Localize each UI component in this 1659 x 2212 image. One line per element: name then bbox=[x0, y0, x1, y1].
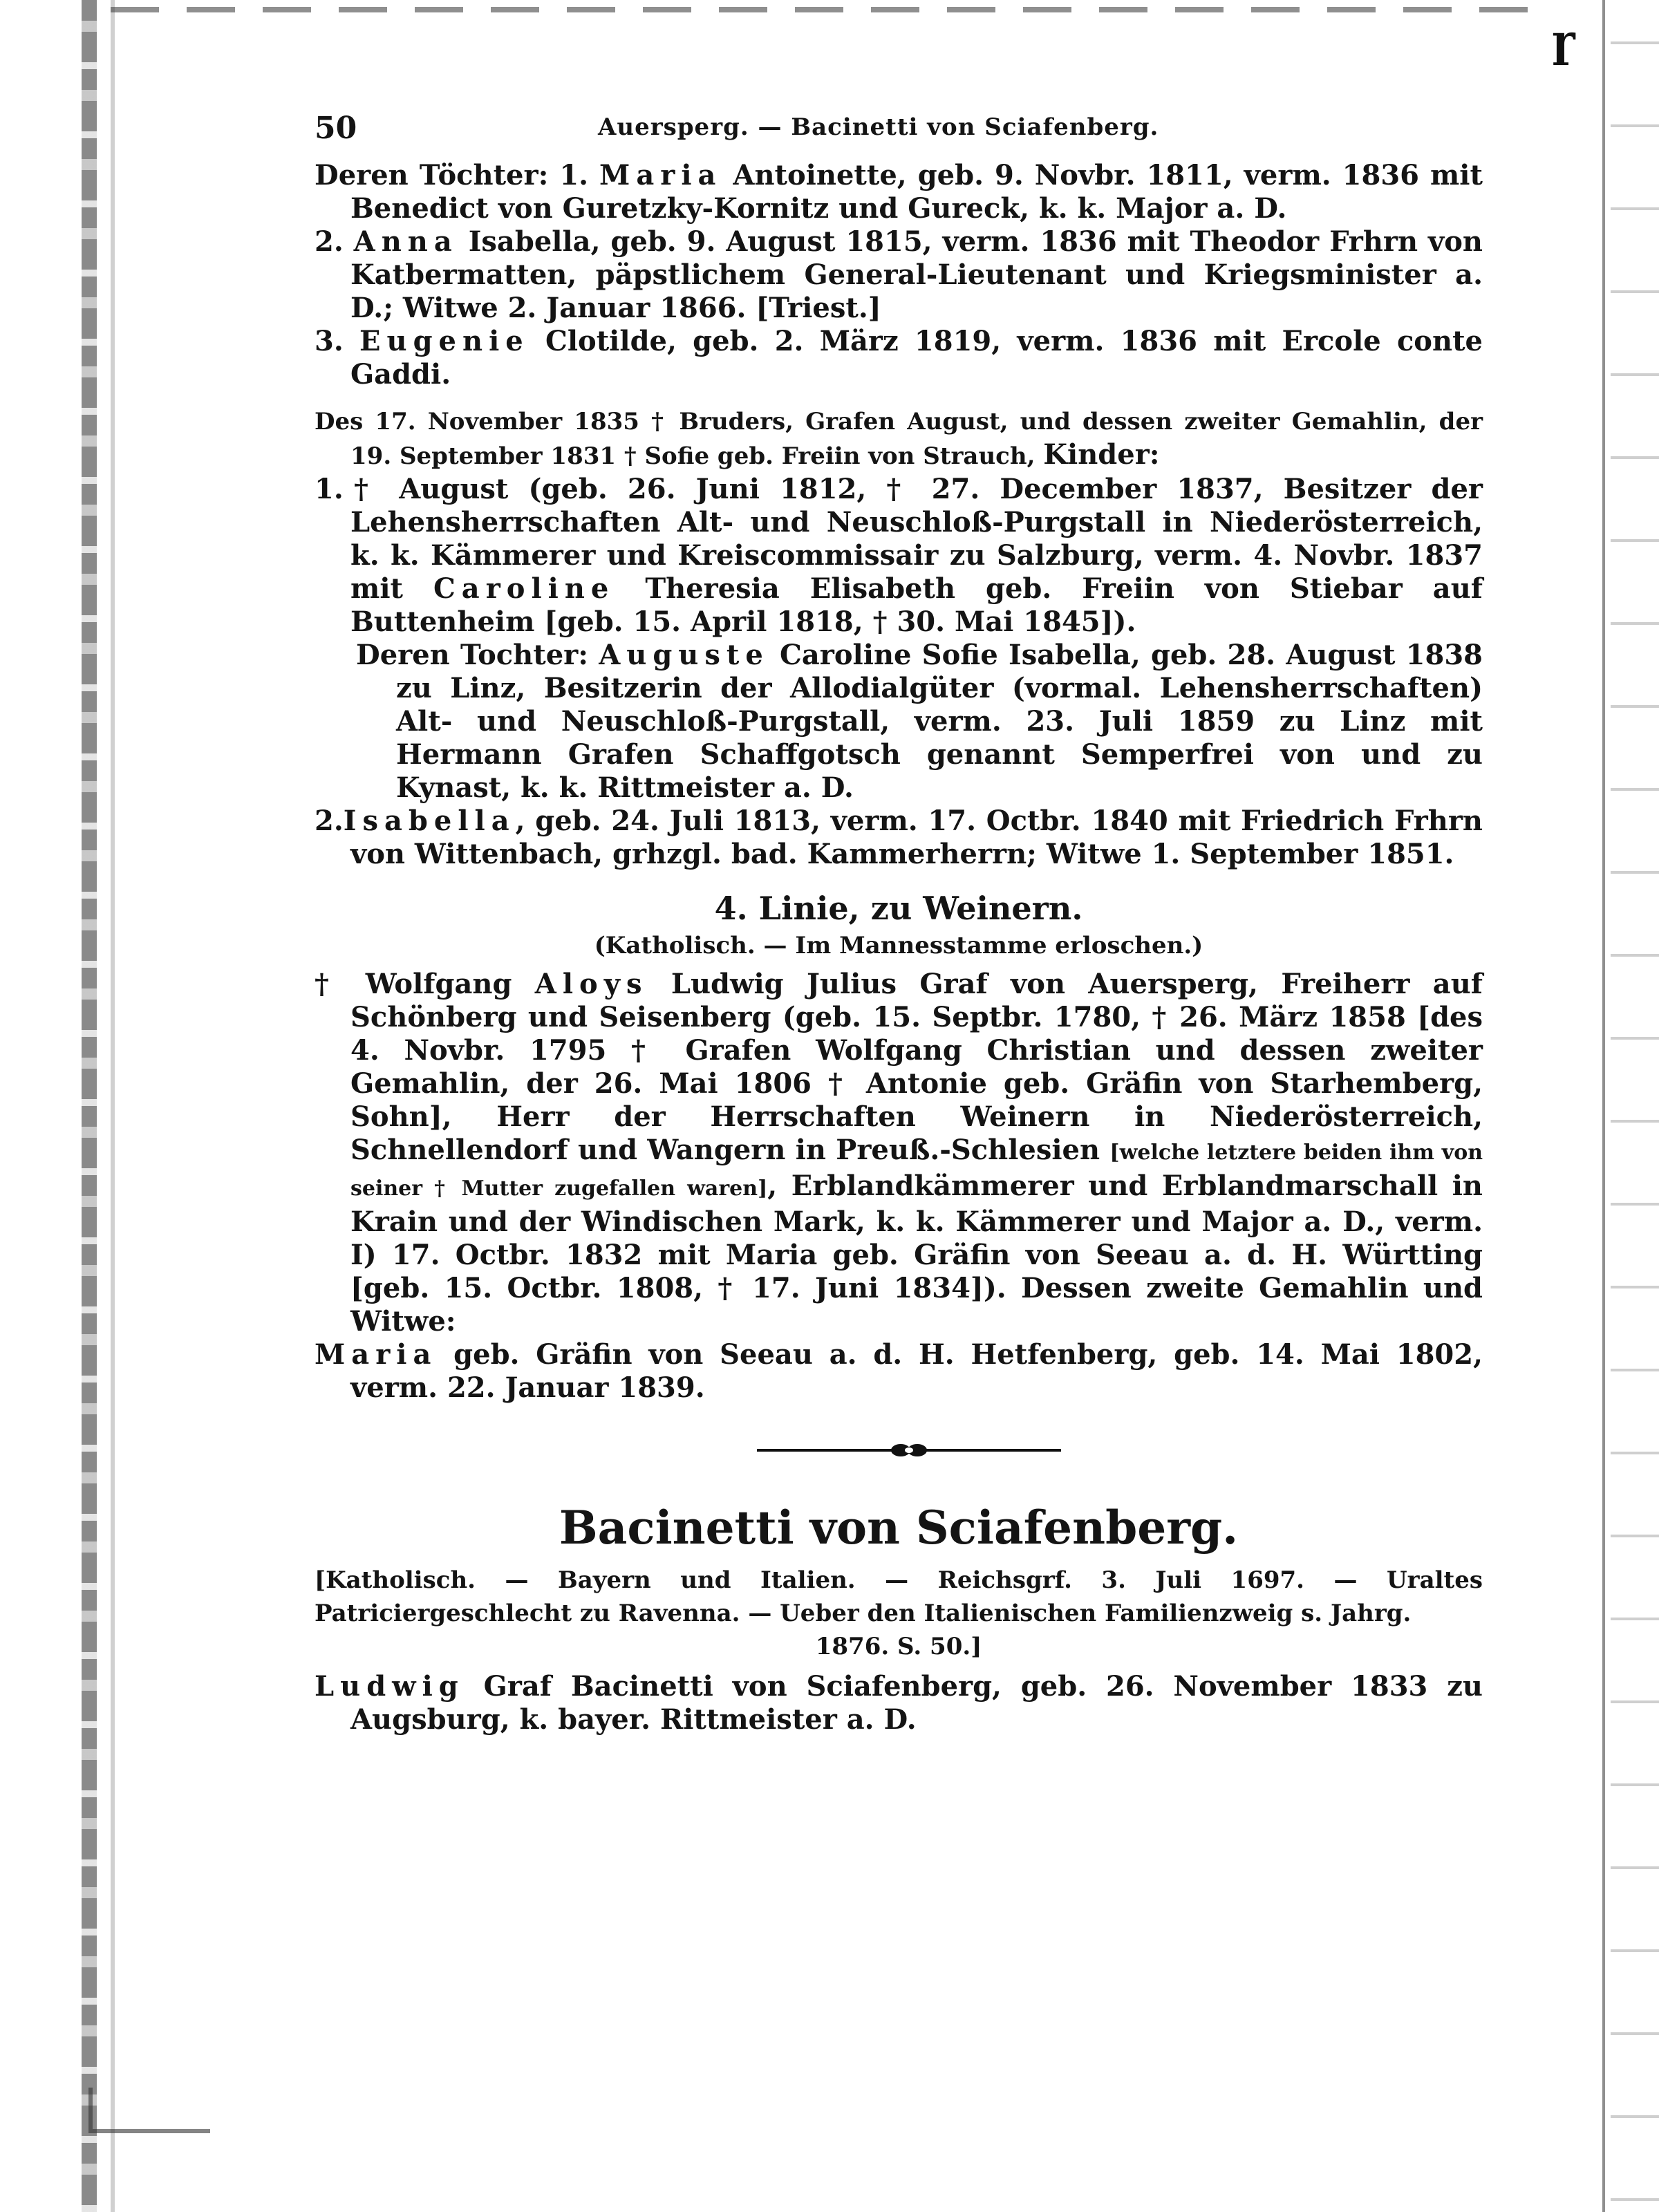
wolfgang-text2: , Erblandkämmerer und Erblandmarschall in Krain und der Windischen Mark, k. k. Kämmerer und Major a. D., verm. I) 17. Octbr. 1832 mit Maria geb. Gräfin von Seeau a. d. H. Württing [geb. 15. Octbr. 1808, † 17. Juni 1834]). bbox=[350, 1170, 1483, 1304]
wolfgang-first-name: Wolfgang bbox=[365, 968, 512, 1000]
scan-adjacent-page-strip bbox=[1611, 0, 1659, 2212]
page-number: 50 bbox=[315, 111, 357, 146]
running-header bbox=[315, 111, 1483, 159]
child-1-text2: Theresia Elisabeth geb. Freiin von Stiebar auf Buttenheim [geb. 15. April 1818, † 30. Mai 1845]). bbox=[350, 572, 1483, 638]
page-content bbox=[315, 111, 1483, 1736]
child-2-name: Isabella bbox=[343, 805, 516, 837]
section-4-subheading: (Katholisch. — Im Mannesstamme erloschen.) bbox=[594, 932, 1203, 959]
daughter-3-number: 3. bbox=[315, 325, 344, 357]
divider-ornament-icon bbox=[890, 1441, 928, 1460]
child-1-text: August (geb. 26. Juni 1812, † 27. December 1837, Besitzer der Lehensherrschaften Alt- und Neuschloß-Purgstall in Niederösterreich, k. k. Kämmerer und Kreiscommissair zu Salzburg, verm. 4. Novbr. 1837 mit bbox=[350, 473, 1483, 605]
wolfgang-spaced-name: Aloys bbox=[534, 968, 648, 1000]
scan-corner-mark: ɼ bbox=[1552, 15, 1575, 67]
ludwig-name: Ludwig bbox=[315, 1670, 465, 1703]
child-entry-2 bbox=[315, 805, 1483, 871]
brother-intro bbox=[315, 405, 1483, 473]
scan-top-edge-artifact bbox=[111, 7, 1535, 12]
wolfgang-entry bbox=[315, 968, 1483, 1338]
section-divider bbox=[315, 1405, 1483, 1488]
widow-name: Maria bbox=[315, 1338, 438, 1371]
brother-intro-text: Des 17. November 1835 † Bruders, Grafen August, und dessen zweiter Gemahlin, der 19. September 1831 † Sofie geb. Freiin von Strauch, bbox=[315, 408, 1483, 470]
child-1-daughter-heading: Deren Tochter: bbox=[356, 639, 589, 671]
wolfgang-text: Ludwig Julius Graf von Auersperg, Freiherr auf Schönberg und Seisenberg (geb. 15. Septbr. 1780, † 26. März 1858 [des 4. Novbr. 1795 † Grafen Wolfgang Christian und dessen zweiter Gemahlin, der 26. Mai 1806 † Antonie geb. Gräfin von Starhemberg, Sohn], Herr der Herrschaften Weinern in Niederösterreich, Schnellendorf und Wangern in Preuß.-Schlesien bbox=[350, 968, 1483, 1166]
scan-corner-bracket bbox=[88, 2088, 210, 2133]
daughter-1-number: 1. bbox=[559, 159, 589, 191]
child-2-number: 2. bbox=[315, 805, 344, 837]
bacinetti-bracket-note bbox=[315, 1564, 1483, 1663]
child-1-daughter-name: Auguste bbox=[599, 639, 769, 671]
child-1-number: 1.† bbox=[315, 473, 379, 505]
daughter-entry-1 bbox=[315, 159, 1483, 225]
child-entry-1 bbox=[315, 473, 1483, 639]
children-heading: Kinder: bbox=[1043, 438, 1160, 471]
wolfgang-dagger: † bbox=[315, 968, 343, 1000]
scan-right-edge-line bbox=[1602, 0, 1605, 2212]
ludwig-text: Graf Bacinetti von Sciafenberg, geb. 26. November 1833 zu Augsburg, k. bayer. Rittmeister a. D. bbox=[350, 1670, 1483, 1736]
child-1-daughter-entry bbox=[356, 639, 1483, 805]
daughter-2-name: Anna bbox=[353, 225, 458, 258]
widow-text: geb. Gräfin von Seeau a. d. H. Hetfenberg, geb. 14. Mai 1802, verm. 22. Januar 1839. bbox=[350, 1338, 1483, 1404]
running-title: Auersperg. — Bacinetti von Sciafenberg. bbox=[598, 113, 1159, 141]
ludwig-entry bbox=[315, 1670, 1483, 1736]
bacinetti-bracket-end: 1876. S. 50.] bbox=[815, 1633, 982, 1660]
daughter-2-number: 2. bbox=[315, 225, 344, 258]
bacinetti-title: Bacinetti von Sciafenberg. bbox=[559, 1501, 1239, 1555]
widow-entry bbox=[315, 1338, 1483, 1405]
scan-left-margin-line bbox=[111, 0, 115, 2212]
scan-left-edge-artifact bbox=[82, 0, 97, 2212]
daughters-heading: Deren Töchter: bbox=[315, 159, 549, 191]
wolfgang-small-note: [welche letztere beiden ihm von seiner † Mutter zugefallen waren] bbox=[350, 1141, 1483, 1201]
daughter-3-text: Clotilde, geb. 2. März 1819, verm. 1836 mit Ercole conte Gaddi. bbox=[350, 325, 1483, 391]
child-1-wife-name: Caroline bbox=[433, 572, 615, 605]
section-4-heading: 4. Linie, zu Weinern. bbox=[714, 890, 1083, 927]
widow-heading: Dessen zweite Gemahlin und Witwe: bbox=[350, 1272, 1483, 1338]
daughter-1-text: Antoinette, geb. 9. Novbr. 1811, verm. 1836 mit Benedict von Guretzky-Kornitz und Gureck, k. k. Major a. D. bbox=[350, 159, 1483, 225]
child-1-daughter-text: Caroline Sofie Isabella, geb. 28. August 1838 zu Linz, Besitzerin der Allodialgüter (vormal. Lehensherrschaften) Alt- und Neuschloß-Purgstall, verm. 23. Juli 1859 zu Linz mit Hermann Grafen Schaffgotsch genannt Semperfrei von und zu Kynast, k. k. Rittmeister a. D. bbox=[396, 639, 1483, 804]
child-2-text: , geb. 24. Juli 1813, verm. 17. Octbr. 1840 mit Friedrich Frhrn von Wittenbach, grhzgl. bad. Kammerherrn; Witwe 1. September 1851. bbox=[350, 805, 1483, 870]
daughter-1-name: Maria bbox=[599, 159, 722, 191]
daughter-2-text: Isabella, geb. 9. August 1815, verm. 1836 mit Theodor Frhrn von Katbermatten, päpstlichem General-Lieutenant und Kriegsminister a. D.; Witwe 2. Januar 1866. [Triest.] bbox=[350, 225, 1483, 324]
daughter-entry-2 bbox=[315, 225, 1483, 325]
bacinetti-bracket-text: [Katholisch. — Bayern und Italien. — Reichsgrf. 3. Juli 1697. — Uraltes Patriciergeschlecht zu Ravenna. — Ueber den Italienischen Familienzweig s. Jahrg. bbox=[315, 1566, 1483, 1627]
daughter-entry-3 bbox=[315, 325, 1483, 391]
daughter-3-name: Eugenie bbox=[359, 325, 529, 357]
